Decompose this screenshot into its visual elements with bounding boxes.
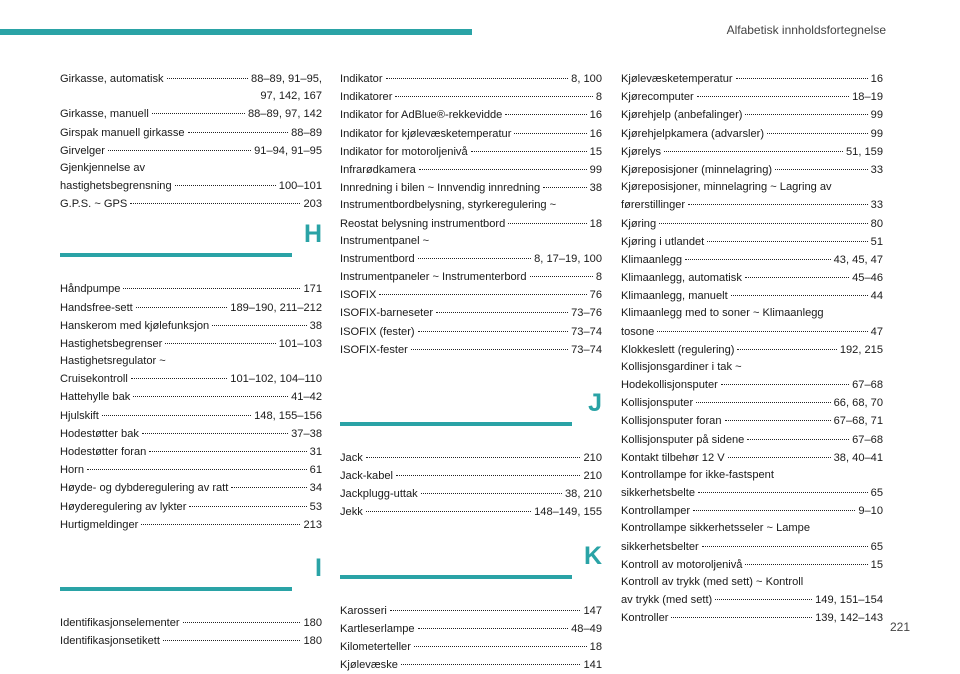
page-ref: 38 xyxy=(589,182,602,195)
dot-leader xyxy=(436,301,568,313)
page-ref: 18–19 xyxy=(852,91,883,104)
page-ref: 91–94, 91–95 xyxy=(254,144,322,157)
dot-leader xyxy=(737,338,836,350)
group-h xyxy=(60,280,322,534)
dot-leader xyxy=(715,588,812,600)
dot-leader xyxy=(696,391,830,403)
page-ref: 147 xyxy=(583,604,602,617)
dot-leader xyxy=(671,606,812,618)
index-entry-line: Instrumentpanel ~ xyxy=(340,234,430,247)
page-ref: 16 xyxy=(589,127,602,140)
index-term: Høyderegulering av lykter xyxy=(60,500,187,513)
index-term: Jack-kabel xyxy=(340,470,394,483)
index-entry xyxy=(340,656,602,674)
index-term: Girkasse, manuell xyxy=(60,108,149,121)
index-entry xyxy=(621,287,883,305)
index-term: Hastighetsbegrenser xyxy=(60,337,163,350)
page-ref: 41–42 xyxy=(291,391,322,404)
index-term: Kjølevæske xyxy=(340,659,398,672)
page-ref: 16 xyxy=(870,73,883,86)
page-ref: 203 xyxy=(303,198,322,211)
index-term: Klimaanlegg, automatisk xyxy=(621,272,742,285)
page-ref: 51 xyxy=(870,235,883,248)
index-term: Kjøring xyxy=(621,217,657,230)
index-entry xyxy=(621,609,883,627)
index-entry-line: Hastighetsregulator ~ xyxy=(60,355,166,368)
dot-leader xyxy=(142,422,288,434)
index-term: sikkerhetsbelter xyxy=(621,540,699,553)
dot-leader xyxy=(736,67,868,79)
page-ref: 99 xyxy=(870,109,883,122)
dot-leader xyxy=(728,446,831,458)
dot-leader xyxy=(163,629,301,641)
dot-leader xyxy=(123,277,300,289)
index-term: Indikator for kjølevæsketemperatur xyxy=(340,127,512,140)
dot-leader xyxy=(411,338,568,350)
dot-leader xyxy=(505,103,586,115)
page-ref: 80 xyxy=(870,217,883,230)
dot-leader xyxy=(152,102,245,114)
index-term: Hurtigmeldinger xyxy=(60,518,139,531)
page-ref: 37–38 xyxy=(291,427,322,440)
page-ref: 61 xyxy=(309,464,322,477)
index-entry-line: Kontrollampe sikkerhetsseler ~ Lampe xyxy=(621,522,810,535)
index-column-1 xyxy=(60,70,322,650)
index-term: førerstillinger xyxy=(621,199,686,212)
index-term: Reostat belysning instrumentbord xyxy=(340,217,506,230)
section-letter-i: I xyxy=(315,553,322,582)
index-entry-line: Klimaanlegg med to soner ~ Klimaanlegg xyxy=(621,307,824,320)
index-term: Høyde- og dybderegulering av ratt xyxy=(60,482,229,495)
page-ref: 43, 45, 47 xyxy=(833,253,883,266)
dot-leader xyxy=(508,211,586,223)
index-term: Jackplugg-uttak xyxy=(340,488,418,501)
page-ref: 189–190, 211–212 xyxy=(230,301,322,314)
section-rule xyxy=(60,253,292,257)
page-ref: 192, 215 xyxy=(839,343,883,356)
page-ref: 88–89 xyxy=(291,126,322,139)
index-column-2 xyxy=(340,70,602,674)
group-k-cont xyxy=(621,70,883,627)
header-accent-bar xyxy=(0,29,472,35)
index-term: Kilometerteller xyxy=(340,641,411,654)
index-entry xyxy=(60,142,322,160)
dot-leader xyxy=(659,211,868,223)
index-term: Handsfree-sett xyxy=(60,301,133,314)
page-ref: 34 xyxy=(309,482,322,495)
index-term: Kjørehjelp (anbefalinger) xyxy=(621,109,743,122)
index-term: Hjulskift xyxy=(60,409,99,422)
dot-leader xyxy=(514,122,586,134)
page-ref: 180 xyxy=(303,635,322,648)
index-term: Identifikasjonsetikett xyxy=(60,635,160,648)
dot-leader xyxy=(102,404,251,416)
index-entry xyxy=(60,516,322,534)
dot-leader xyxy=(745,266,849,278)
page-ref: 45–46 xyxy=(852,272,883,285)
section-header-j xyxy=(340,388,602,449)
dot-leader xyxy=(130,192,300,204)
dot-leader xyxy=(471,140,587,152)
page-ref: 8 xyxy=(595,270,602,283)
dot-leader xyxy=(231,476,306,488)
dot-leader xyxy=(419,158,587,170)
index-term: Kollisjonsputer xyxy=(621,397,694,410)
dot-leader xyxy=(366,500,531,512)
index-entry-line: Kollisjonsgardiner i tak ~ xyxy=(621,360,742,373)
page-ref: 15 xyxy=(589,145,602,158)
section-header-k xyxy=(340,541,602,602)
page-ref: 48–49 xyxy=(571,622,602,635)
index-entry xyxy=(340,503,602,521)
dot-leader xyxy=(189,494,306,506)
group-g xyxy=(60,70,322,213)
dot-leader xyxy=(366,446,581,458)
index-term: Kontroll av motoroljenivå xyxy=(621,558,743,571)
dot-leader xyxy=(418,617,569,629)
dot-leader xyxy=(108,139,251,151)
page-ref: 67–68 xyxy=(852,433,883,446)
page-ref: 9–10 xyxy=(858,505,883,518)
dot-leader xyxy=(707,230,867,242)
index-entry xyxy=(621,449,883,467)
group-i xyxy=(60,614,322,650)
index-term: Kollisjonsputer foran xyxy=(621,415,722,428)
index-term: Identifikasjonselementer xyxy=(60,616,180,629)
index-term: av trykk (med sett) xyxy=(621,593,713,606)
page-ref: 101–103 xyxy=(278,337,322,350)
dot-leader xyxy=(183,611,301,623)
page-ref: 148–149, 155 xyxy=(534,506,602,519)
index-term: Indikatorer xyxy=(340,91,393,104)
index-term: Kjørehjelpkamera (advarsler) xyxy=(621,127,765,140)
index-term: ISOFIX-fester xyxy=(340,343,408,356)
page-ref: 18 xyxy=(589,641,602,654)
dot-leader xyxy=(767,122,868,134)
index-term: Kjørecomputer xyxy=(621,91,694,104)
index-term: Klimaanlegg, manuelt xyxy=(621,290,728,303)
dot-leader xyxy=(401,653,581,665)
index-term: Hattehylle bak xyxy=(60,391,131,404)
page-ref: 38, 210 xyxy=(564,488,602,501)
page-ref: 15 xyxy=(870,558,883,571)
index-term: Kjøring i utlandet xyxy=(621,235,705,248)
index-term: Klokkeslett (regulering) xyxy=(621,343,735,356)
dot-leader xyxy=(697,85,849,97)
page-ref: 38, 40–41 xyxy=(833,451,883,464)
index-term: Hodestøtter foran xyxy=(60,446,147,458)
group-j xyxy=(340,449,602,522)
index-term: Jekk xyxy=(340,506,363,519)
dot-leader xyxy=(418,247,532,259)
dot-leader xyxy=(421,482,562,494)
page-ref: 8, 100 xyxy=(571,73,602,86)
group-k xyxy=(340,602,602,674)
dot-leader xyxy=(175,174,276,186)
dot-leader xyxy=(745,103,867,115)
dot-leader xyxy=(688,193,868,205)
page-ref: 99 xyxy=(589,164,602,177)
page-number: 221 xyxy=(889,620,910,634)
dot-leader xyxy=(702,534,868,546)
page-ref: 141 xyxy=(583,659,602,672)
section-header-h xyxy=(60,222,322,280)
page-ref: 66, 68, 70 xyxy=(833,397,883,410)
index-entry-line: Gjenkjennelse av xyxy=(60,161,146,174)
index-entry xyxy=(60,195,322,213)
dot-leader xyxy=(693,499,855,511)
dot-leader xyxy=(664,140,843,152)
index-entry-line: Kontrollampe for ikke-fastspent xyxy=(621,468,774,481)
page-ref: 73–74 xyxy=(571,343,602,356)
dot-leader xyxy=(530,265,593,277)
page-ref: 99 xyxy=(870,127,883,140)
index-term: Kartleserlampe xyxy=(340,622,415,635)
page-ref: 65 xyxy=(870,487,883,500)
dot-leader xyxy=(731,284,868,296)
index-term: Jack xyxy=(340,451,363,464)
dot-leader xyxy=(657,319,867,331)
index-term: Karosseri xyxy=(340,604,387,617)
index-term: sikkerhetsbelte xyxy=(621,487,695,500)
page-ref: 88–89, 91–95, xyxy=(251,73,322,86)
group-i-cont xyxy=(340,70,602,359)
dot-leader xyxy=(131,367,227,379)
index-entry-line: Kjøreposisjoner, minnelagring ~ Lagring av xyxy=(621,181,832,194)
section-header-i xyxy=(60,553,322,614)
page-ref: 53 xyxy=(309,500,322,513)
dot-leader xyxy=(395,85,592,97)
dot-leader xyxy=(390,599,581,611)
index-entry-continuation: 97, 142, 167 xyxy=(260,90,322,103)
page-ref: 33 xyxy=(870,164,883,177)
dot-leader xyxy=(212,314,306,326)
page-ref: 31 xyxy=(309,446,322,458)
index-term: Indikator for motoroljenivå xyxy=(340,145,468,158)
index-term: Cruisekontroll xyxy=(60,373,128,386)
dot-leader xyxy=(414,635,587,647)
index-entry-line: Instrumentbordbelysning, styrkeregulering ~ xyxy=(340,199,557,212)
page-ref: 210 xyxy=(583,470,602,483)
dot-leader xyxy=(141,513,300,525)
index-entry xyxy=(621,556,883,574)
index-term: Girspak manuell girkasse xyxy=(60,126,185,139)
dot-leader xyxy=(396,464,580,476)
page-ref: 76 xyxy=(589,289,602,302)
dot-leader xyxy=(685,248,831,260)
dot-leader xyxy=(721,373,849,385)
page-ref: 101–102, 104–110 xyxy=(230,373,322,386)
page-ref: 210 xyxy=(583,451,602,464)
index-entry xyxy=(340,214,602,232)
page-ref: 149, 151–154 xyxy=(815,593,883,606)
page-ref: 51, 159 xyxy=(845,145,883,158)
dot-leader xyxy=(775,158,868,170)
index-entry xyxy=(60,70,322,88)
section-rule xyxy=(340,575,572,579)
index-entry xyxy=(340,179,602,197)
index-entry xyxy=(60,632,322,650)
dot-leader xyxy=(188,120,289,132)
page-ref: 67–68 xyxy=(852,379,883,391)
page-header-title: Alfabetisk innholdsfortegnelse xyxy=(726,23,886,37)
index-term: ISOFIX-barneseter xyxy=(340,307,434,320)
index-entry xyxy=(60,335,322,353)
page-ref: 180 xyxy=(303,616,322,629)
page-ref: 33 xyxy=(870,199,883,212)
page-ref: 171 xyxy=(303,283,322,296)
index-term: Kontrollamper xyxy=(621,505,691,518)
page-ref: 67–68, 71 xyxy=(833,415,883,428)
page-ref: 16 xyxy=(589,109,602,122)
index-term: ISOFIX (fester) xyxy=(340,325,415,338)
page-ref: 139, 142–143 xyxy=(815,612,883,625)
dot-leader xyxy=(386,67,569,79)
index-entry xyxy=(340,341,602,359)
index-term: Instrumentpaneler ~ Instrumenterbord xyxy=(340,270,527,283)
index-term: Kontroller xyxy=(621,612,669,625)
index-term: Horn xyxy=(60,464,85,477)
index-term: tosone xyxy=(621,325,655,338)
index-term: Instrumentbord xyxy=(340,252,415,265)
page-ref: 65 xyxy=(870,540,883,553)
index-term: Hodekollisjonsputer xyxy=(621,379,718,391)
section-rule xyxy=(60,587,292,591)
page-ref: 44 xyxy=(870,290,883,303)
index-term: Klimaanlegg xyxy=(621,253,683,266)
dot-leader xyxy=(165,332,275,344)
section-letter-k: K xyxy=(583,541,602,570)
index-column-3 xyxy=(621,70,883,627)
section-rule xyxy=(340,422,572,426)
index-entry xyxy=(621,161,883,179)
index-term: G.P.S. ~ GPS xyxy=(60,198,128,211)
dot-leader xyxy=(418,319,569,331)
page-ref: 8, 17–19, 100 xyxy=(534,252,602,265)
index-term: Infrarødkamera xyxy=(340,164,416,177)
page-ref: 73–76 xyxy=(571,307,602,320)
dot-leader xyxy=(725,409,831,421)
index-entry xyxy=(621,502,883,520)
index-term: Kjøreposisjoner (minnelagring) xyxy=(621,164,773,177)
page-ref: 88–89, 97, 142 xyxy=(247,108,322,121)
index-term: Girvelger xyxy=(60,144,106,157)
dot-leader xyxy=(133,385,288,397)
index-term: Kontakt tilbehør 12 V xyxy=(621,451,725,464)
index-term: Hanskerom med kjølefunksjon xyxy=(60,319,210,332)
dot-leader xyxy=(379,283,586,295)
page-ref: 18 xyxy=(589,217,602,230)
index-term: hastighetsbegrensning xyxy=(60,180,172,193)
index-term: Indikator for AdBlue®-rekkevidde xyxy=(340,109,503,122)
index-term: Kjørelys xyxy=(621,145,662,158)
section-letter-h: H xyxy=(303,220,322,249)
index-term: ISOFIX xyxy=(340,289,377,302)
index-term: Innredning i bilen ~ Innvendig innredning xyxy=(340,182,541,195)
index-term: Girkasse, automatisk xyxy=(60,73,164,86)
section-letter-j: J xyxy=(588,388,602,417)
index-term: Kjølevæsketemperatur xyxy=(621,73,733,86)
dot-leader xyxy=(149,440,306,452)
dot-leader xyxy=(543,176,587,188)
page-ref: 148, 155–156 xyxy=(254,409,322,422)
dot-leader xyxy=(747,427,849,439)
index-term: Kollisjonsputer på sidene xyxy=(621,433,745,446)
index-term: Håndpumpe xyxy=(60,283,121,296)
index-entry-line: Kontroll av trykk (med sett) ~ Kontroll xyxy=(621,575,804,588)
dot-leader xyxy=(87,458,307,470)
page-ref: 47 xyxy=(870,325,883,338)
dot-leader xyxy=(136,296,228,308)
page-ref: 213 xyxy=(303,518,322,531)
dot-leader xyxy=(745,553,867,565)
index-entry xyxy=(621,341,883,359)
index-term: Hodestøtter bak xyxy=(60,427,139,440)
page-ref: 8 xyxy=(595,91,602,104)
dot-leader xyxy=(167,67,248,79)
page-ref: 100–101 xyxy=(278,180,322,193)
index-term: Indikator xyxy=(340,73,383,86)
page-ref: 38 xyxy=(309,319,322,332)
dot-leader xyxy=(698,481,868,493)
page-ref: 73–74 xyxy=(571,325,602,338)
